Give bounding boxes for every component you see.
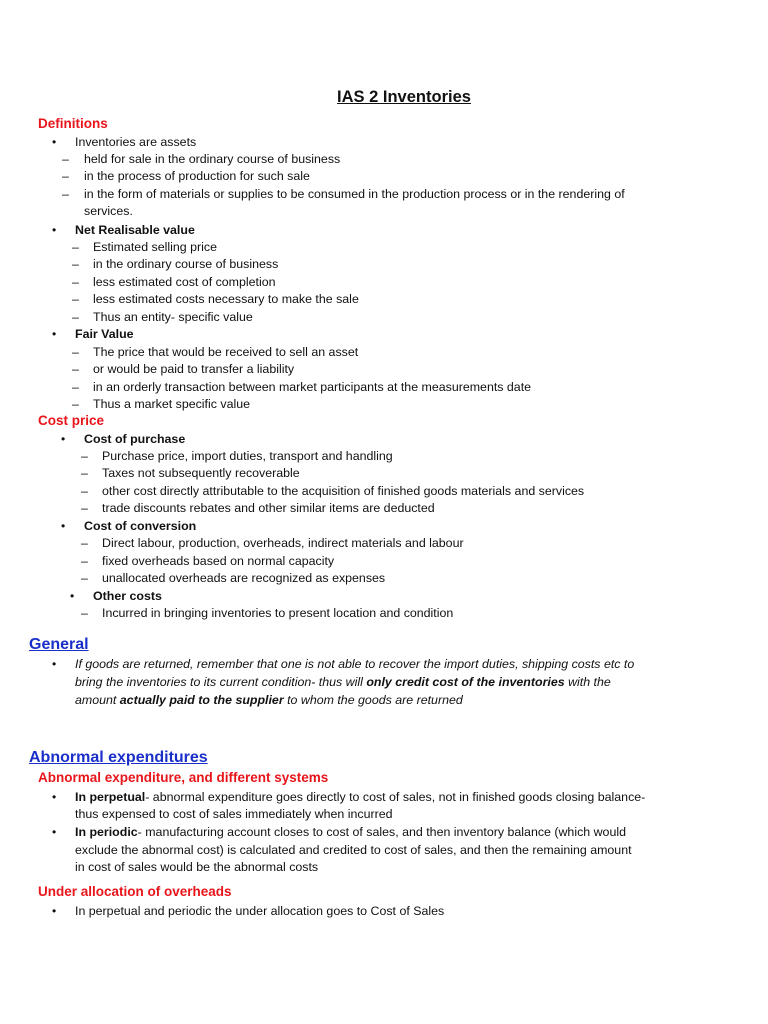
- dash-icon: –: [62, 187, 69, 201]
- dash-icon: –: [62, 152, 69, 166]
- dash-icon: –: [72, 397, 79, 411]
- list-item: fixed overheads based on normal capacity: [102, 554, 335, 568]
- cost-of-conversion-heading: Cost of conversion: [84, 519, 197, 533]
- under-allocation-text: In perpetual and periodic the under allocation goes to Cost of Sales: [75, 904, 445, 918]
- text-run: with the: [564, 675, 611, 689]
- bullet-icon: •: [52, 223, 57, 237]
- cost-price-heading: Cost price: [38, 413, 105, 428]
- periodic-text-line: in cost of sales would be the abnormal costs: [75, 860, 319, 874]
- list-item: less estimated cost of completion: [93, 275, 276, 289]
- dash-icon: –: [72, 292, 79, 306]
- general-text-line: [75, 674, 611, 691]
- list-item: other cost directly attributable to the acquisition of finished goods materials and services: [102, 484, 585, 498]
- dash-icon: –: [62, 169, 69, 183]
- cost-of-purchase-heading: Cost of purchase: [84, 432, 186, 446]
- under-allocation-heading: Under allocation of overheads: [38, 884, 232, 899]
- list-item: in the ordinary course of business: [93, 257, 279, 271]
- list-item: Estimated selling price: [93, 240, 217, 254]
- list-item: unallocated overheads are recognized as expenses: [102, 571, 386, 585]
- fair-value-heading: Fair Value: [75, 327, 134, 341]
- page-title: IAS 2 Inventories: [337, 88, 471, 106]
- periodic-text-line: exclude the abnormal cost) is calculated and credited to cost of sales, and then the remaining amount: [75, 843, 632, 857]
- dash-icon: –: [72, 257, 79, 271]
- bullet-icon: •: [52, 135, 57, 149]
- dash-icon: –: [81, 554, 88, 568]
- text-run: bring the inventories to its current condition- thus will: [75, 675, 367, 689]
- bullet-icon: •: [61, 432, 66, 446]
- list-item: Direct labour, production, overheads, indirect materials and labour: [102, 536, 464, 550]
- dash-icon: –: [81, 501, 88, 515]
- list-item: in an orderly transaction between market participants at the measurements date: [93, 380, 532, 394]
- general-text-line: If goods are returned, remember that one is not able to recover the import duties, shipping costs etc to: [75, 657, 635, 671]
- dash-icon: –: [81, 536, 88, 550]
- list-item: Incurred in bringing inventories to present location and condition: [102, 606, 454, 620]
- list-item: Purchase price, import duties, transport and handling: [102, 449, 393, 463]
- text-run: to whom the goods are returned: [283, 693, 463, 707]
- general-text-line: [75, 692, 463, 709]
- list-item: held for sale in the ordinary course of business: [84, 152, 341, 166]
- list-item: The price that would be received to sell an asset: [93, 345, 359, 359]
- abnormal-subheading: Abnormal expenditure, and different systems: [38, 770, 329, 785]
- dash-icon: –: [81, 449, 88, 463]
- text-run: - abnormal expenditure goes directly to cost of sales, not in finished goods closing balance-: [145, 790, 646, 804]
- dash-icon: –: [81, 606, 88, 620]
- dash-icon: –: [81, 571, 88, 585]
- list-item: less estimated costs necessary to make the sale: [93, 292, 359, 306]
- dash-icon: –: [72, 380, 79, 394]
- other-costs-heading: Other costs: [93, 589, 162, 603]
- bullet-icon: •: [70, 589, 75, 603]
- definitions-heading: Definitions: [38, 116, 108, 131]
- perpetual-text-line: [75, 789, 645, 806]
- periodic-label: In periodic: [75, 825, 138, 839]
- perpetual-text-line: thus expensed to cost of sales immediately when incurred: [75, 807, 393, 821]
- emphasis-text: actually paid to the supplier: [119, 693, 284, 707]
- periodic-text-line: [75, 824, 626, 841]
- bullet-icon: •: [61, 519, 66, 533]
- bullet-icon: •: [52, 327, 57, 341]
- dash-icon: –: [72, 275, 79, 289]
- list-item: in the form of materials or supplies to be consumed in the production process or in the rendering of: [84, 187, 625, 201]
- dash-icon: –: [81, 466, 88, 480]
- list-item: Thus a market specific value: [93, 397, 251, 411]
- text-run: - manufacturing account closes to cost of sales, and then inventory balance (which would: [137, 825, 626, 839]
- bullet-icon: •: [52, 825, 57, 839]
- list-item: Taxes not subsequently recoverable: [102, 466, 300, 480]
- list-item: or would be paid to transfer a liability: [93, 362, 295, 376]
- dash-icon: –: [72, 310, 79, 324]
- inventories-intro: Inventories are assets: [75, 135, 197, 149]
- list-item: Thus an entity- specific value: [93, 310, 253, 324]
- bullet-icon: •: [52, 904, 57, 918]
- bullet-icon: •: [52, 657, 57, 671]
- general-heading: General: [29, 636, 89, 653]
- text-run: amount: [75, 693, 120, 707]
- dash-icon: –: [72, 240, 79, 254]
- perpetual-label: In perpetual: [75, 790, 146, 804]
- dash-icon: –: [72, 345, 79, 359]
- dash-icon: –: [81, 484, 88, 498]
- list-item: trade discounts rebates and other similar items are deducted: [102, 501, 435, 515]
- list-item: in the process of production for such sale: [84, 169, 310, 183]
- list-item-continuation: services.: [84, 204, 133, 218]
- emphasis-text: only credit cost of the inventories: [366, 675, 565, 689]
- abnormal-expenditures-heading: Abnormal expenditures: [29, 749, 208, 766]
- nrv-heading: Net Realisable value: [75, 223, 195, 237]
- dash-icon: –: [72, 362, 79, 376]
- bullet-icon: •: [52, 790, 57, 804]
